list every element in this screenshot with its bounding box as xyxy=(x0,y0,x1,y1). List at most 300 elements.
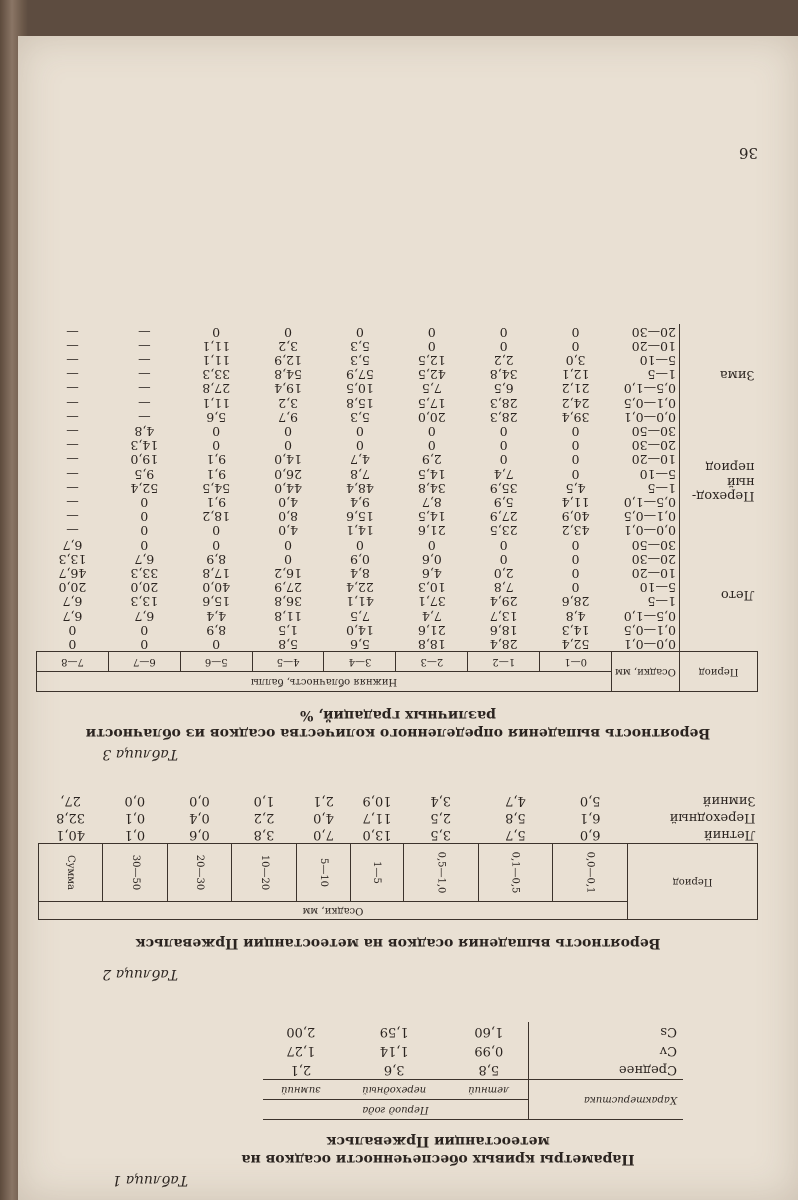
table3-cell: 0 xyxy=(427,423,436,439)
table3-cell: 19,0 xyxy=(130,452,159,468)
table3-row xyxy=(37,552,758,566)
table3-cell: 8,9 xyxy=(206,622,227,638)
table2-cell: 13,0 xyxy=(362,827,392,842)
table3-cell: 0 xyxy=(284,551,293,567)
table3-row xyxy=(37,466,758,480)
table2-cell: 0,1 xyxy=(124,810,146,825)
table3-cell: 0 xyxy=(355,423,364,439)
table3-cell: 5,3 xyxy=(350,409,370,425)
table3-cell: 46,7 xyxy=(58,565,87,581)
table3-cell: 12,1 xyxy=(561,367,590,383)
table3-cell: 33,3 xyxy=(202,367,231,383)
table3-cell: 6,7 xyxy=(62,608,83,624)
table3-row xyxy=(37,410,758,424)
table2-caption: Таблица 2 xyxy=(102,966,178,982)
table3-cell: 9,4 xyxy=(350,494,370,510)
table3-row xyxy=(37,367,758,381)
table3-gradation: 0,0—0,1 xyxy=(623,637,676,652)
table3-cell: 11,8 xyxy=(274,608,302,624)
table3-cell: 6,7 xyxy=(62,537,83,553)
table1-title: Параметры кривых обеспеченности осадков на метеостанции Пржевальск xyxy=(241,1133,635,1167)
table3-cell: — xyxy=(66,338,79,354)
table3-cell: 0 xyxy=(140,494,149,510)
table3-cell: 17,5 xyxy=(417,395,446,411)
table2-cell: 11,7 xyxy=(362,810,392,825)
table3-cell: 19,4 xyxy=(274,381,302,397)
table1-body xyxy=(263,1022,683,1080)
table3-gradation: 10—20 xyxy=(631,565,676,581)
table3-cell: 27,9 xyxy=(489,509,518,525)
table3-row xyxy=(37,637,758,652)
table1-row xyxy=(263,1022,683,1041)
table2-column-header xyxy=(351,844,404,902)
table3-cell: 21,6 xyxy=(417,622,446,638)
table2-column-header xyxy=(478,844,553,902)
table3-cell: 0 xyxy=(499,452,508,468)
table3-cell: 0 xyxy=(140,509,149,525)
table3-gradation: 30—50 xyxy=(631,423,676,439)
table1-cell: 0,99 xyxy=(474,1043,504,1058)
table2-column-header xyxy=(296,844,350,902)
table3-cell: 7,4 xyxy=(493,466,514,482)
table2-column-header xyxy=(403,844,478,902)
table3-cell: 0 xyxy=(571,537,580,553)
table3-cell: 21,2 xyxy=(561,381,590,397)
table3 xyxy=(36,324,758,692)
table1-row xyxy=(263,1041,683,1060)
table2-column-label: 0,5—1,0 xyxy=(435,851,447,894)
table1-row xyxy=(263,1060,683,1080)
table3-cell: 0 xyxy=(284,324,293,340)
table2-cell: 1,0 xyxy=(253,793,275,808)
table3-cell: 9,7 xyxy=(278,409,299,425)
table1-col-characteristic: Характеристика xyxy=(528,1080,683,1120)
table3-row xyxy=(37,438,758,452)
table2-cell: 5,0 xyxy=(579,793,601,808)
table1-cell: 2,00 xyxy=(286,1024,316,1039)
table3-row xyxy=(37,452,758,466)
table2-column-header xyxy=(39,844,103,902)
table3-cell: 0 xyxy=(427,438,436,454)
table3-cell: 54,8 xyxy=(274,367,302,383)
table3-cell: 0 xyxy=(571,466,580,482)
table2-column-label: 0,1—0,5 xyxy=(509,851,521,894)
table3-cell: 4,4 xyxy=(206,608,227,624)
table3-cell: 0 xyxy=(140,537,149,553)
table3-cell: 24,2 xyxy=(561,395,590,411)
table3-cloud-header: 2—3 xyxy=(396,652,468,672)
table3-cell: 4,0 xyxy=(278,494,299,510)
table2-column-header xyxy=(103,844,168,902)
table3-cell: — xyxy=(66,480,79,496)
table3-gradation: 0,1—0,5 xyxy=(623,395,676,411)
table2-body xyxy=(39,792,758,844)
table3-cell: 0 xyxy=(571,551,580,567)
table3-cell: — xyxy=(66,523,79,539)
table1-cell: 3,6 xyxy=(383,1062,405,1077)
table2-column-label: 20—30 xyxy=(193,854,205,891)
table1 xyxy=(263,1022,683,1120)
table2-cell: 4,7 xyxy=(505,793,526,808)
table3-cell: 9,5 xyxy=(134,466,155,482)
table3-cell: 2,0 xyxy=(493,565,514,581)
table2-title: Вероятность выпадения осадков на метеостанции Пржевальск xyxy=(135,935,661,951)
table3-row xyxy=(37,537,758,551)
table3-cell: 0 xyxy=(571,438,580,454)
table3-row xyxy=(37,424,758,438)
table3-cell: 39,4 xyxy=(561,409,590,425)
table3-cell: — xyxy=(138,367,151,383)
table2-cell: 4,0 xyxy=(313,810,334,825)
table3-cell: 0 xyxy=(499,551,508,567)
table2-cell: 2,2 xyxy=(253,810,275,825)
table3-cell: 42,5 xyxy=(417,367,446,383)
table3-cell: 23,5 xyxy=(489,523,518,539)
table3-cell: — xyxy=(138,409,151,425)
table3-cell: 0 xyxy=(499,324,508,340)
table3-cell: 28,4 xyxy=(489,637,518,652)
table3-cell: 12,9 xyxy=(274,352,302,368)
table3-cell: 48,4 xyxy=(346,480,374,496)
table3-cell: 5,3 xyxy=(350,352,370,368)
table3-cell: 0 xyxy=(427,324,436,340)
table3-cell: 4,8 xyxy=(565,608,586,624)
table2-cell: 10,9 xyxy=(362,793,392,808)
table3-cell: 7,4 xyxy=(421,608,442,624)
table3-cell: — xyxy=(138,338,151,354)
table2-cell: 3,5 xyxy=(430,827,452,842)
table3-cell: 0 xyxy=(140,523,149,539)
table3-cell: — xyxy=(66,324,79,340)
table3-cell: 54,5 xyxy=(202,480,231,496)
table3-cell: 0 xyxy=(140,622,149,638)
table3-cloud-header: 3—4 xyxy=(324,652,396,672)
table3-gradation: 0,5—1,0 xyxy=(623,608,676,624)
table3-cell: 26,0 xyxy=(274,466,302,482)
table3-cell: 28,3 xyxy=(489,395,518,411)
table3-cell: 5,6 xyxy=(350,637,370,652)
table2-col-period: Период xyxy=(628,844,758,920)
table3-gradation: 5—10 xyxy=(639,466,676,482)
table3-cell: 0 xyxy=(571,452,580,468)
table3-cell: 41,1 xyxy=(346,594,374,610)
table3-cell: 8,9 xyxy=(206,551,227,567)
table3-body xyxy=(37,324,758,651)
table3-period-label: Переход-ный период xyxy=(680,424,758,538)
table2-cell: 6,0 xyxy=(579,827,601,842)
table3-cell: 4,7 xyxy=(350,452,370,468)
table3-cell: 11,1 xyxy=(202,395,231,411)
table3-cell: 2,9 xyxy=(421,452,442,468)
table3-cell: 12,5 xyxy=(417,352,446,368)
table3-cell: — xyxy=(66,423,79,439)
table1-period-header: зимний xyxy=(263,1080,339,1100)
table3-cell: — xyxy=(138,352,151,368)
table3-gradation: 30—50 xyxy=(631,537,676,553)
table3-cell: 0 xyxy=(571,565,580,581)
table3-gradation: 0,5—1,0 xyxy=(623,494,676,510)
table3-cell: 7,8 xyxy=(350,466,370,482)
table2-column-label: 0,0—0,1 xyxy=(584,851,596,894)
table3-cell: 0 xyxy=(571,338,580,354)
table3-cell: — xyxy=(66,395,79,411)
table3-cloud-header: 6—7 xyxy=(108,652,180,672)
table3-cell: 34,8 xyxy=(417,480,446,496)
table3-cell: 11,1 xyxy=(202,338,231,354)
table3-cell: 0 xyxy=(212,637,221,652)
table2-row xyxy=(39,792,758,809)
table3-cell: 0 xyxy=(284,438,293,454)
table3-cell: 0 xyxy=(284,537,293,553)
table3-cell: 20,0 xyxy=(417,409,446,425)
table3-cell: — xyxy=(138,324,151,340)
table3-cell: 13,7 xyxy=(489,608,518,624)
table3-cell: 43,2 xyxy=(561,523,590,539)
table1-cell: 1,59 xyxy=(379,1024,409,1039)
table3-cell: 27,9 xyxy=(274,580,302,596)
table3-cell: 6,7 xyxy=(134,551,155,567)
table3-gradation: 0,5—1,0 xyxy=(623,381,676,397)
table3-cell: — xyxy=(66,352,79,368)
table3-cell: 8,0 xyxy=(278,509,299,525)
table2-column-header xyxy=(167,844,232,902)
table1-row-label: Cs xyxy=(528,1022,683,1041)
table3-cell: 0 xyxy=(212,537,221,553)
table3-cell: 3,2 xyxy=(278,338,299,354)
table3-cell: 28,3 xyxy=(489,409,518,425)
table3-caption: Таблица 3 xyxy=(102,746,178,762)
table3-cell: 14,3 xyxy=(130,438,159,454)
table2-cell: 0,0 xyxy=(124,793,146,808)
table3-cell: 20,0 xyxy=(130,580,159,596)
table3-cell: — xyxy=(138,395,151,411)
table3-cell: 11,1 xyxy=(202,352,231,368)
table3-cell: 0 xyxy=(571,423,580,439)
table3-row xyxy=(37,594,758,608)
table3-cell: 2,2 xyxy=(493,352,514,368)
table1-row-label: Среднее xyxy=(528,1060,683,1080)
table2-cell: 0,4 xyxy=(189,810,210,825)
table3-cell: — xyxy=(66,509,79,525)
table2-cell: 27, xyxy=(60,793,81,808)
table3-cell: 6,5 xyxy=(493,381,514,397)
table3-cell: 14,0 xyxy=(346,622,374,638)
table3-cell: 0 xyxy=(355,537,364,553)
table3-gradation: 10—20 xyxy=(631,452,676,468)
table2-column-label: 5—10 xyxy=(317,857,329,888)
table3-cell: 37,1 xyxy=(417,594,446,610)
table3-cell: 4,5 xyxy=(565,480,586,496)
table3-cell: 4,0 xyxy=(278,523,299,539)
table2-cell: 40,1 xyxy=(56,827,85,842)
table2-cell: 0,6 xyxy=(189,827,210,842)
table3-cell: 9,1 xyxy=(206,452,227,468)
table3-cell: 14,5 xyxy=(417,509,446,525)
table3-row xyxy=(37,353,758,367)
table3-cell: 14,5 xyxy=(417,466,446,482)
table3-cell: — xyxy=(66,381,79,397)
table3-cell: 0 xyxy=(499,537,508,553)
table3-cell: 0 xyxy=(499,338,508,354)
table2-column-label: 1—5 xyxy=(371,861,383,884)
table2-cell: 5,8 xyxy=(505,810,526,825)
table3-cell: 40,0 xyxy=(202,580,231,596)
table3-cell: — xyxy=(66,452,79,468)
table3-cell: 0 xyxy=(427,338,436,354)
table3-gradation: 1—5 xyxy=(647,480,676,496)
table3-cell: 34,8 xyxy=(489,367,518,383)
table3-cell: 44,0 xyxy=(274,480,302,496)
table3-col-precip: Осадки, мм xyxy=(612,652,680,692)
table2-column-label: Сумма xyxy=(65,854,77,891)
table3-cloud-header: 0—1 xyxy=(540,652,612,672)
table3-cell: 7,5 xyxy=(350,608,370,624)
table3-cell: 16,2 xyxy=(274,565,302,581)
table3-row xyxy=(37,339,758,353)
table3-cell: 14,1 xyxy=(346,523,374,539)
table3-cell: 0 xyxy=(355,324,364,340)
table3-cell: 7,5 xyxy=(421,381,442,397)
table3-cell: 1,5 xyxy=(278,622,299,638)
table3-cell: — xyxy=(66,367,79,383)
table3-gradation: 0,1—0,5 xyxy=(623,509,676,525)
table3-cell: 18,8 xyxy=(417,637,446,652)
table3-cell: 5,8 xyxy=(278,637,299,652)
table3-col-period: Период xyxy=(680,652,758,692)
table3-cell: 0 xyxy=(499,423,508,439)
table3-row xyxy=(37,523,758,537)
table3-cell: 20,0 xyxy=(58,580,87,596)
table3-cell: 27,8 xyxy=(202,381,231,397)
table3-cell: 52,4 xyxy=(130,480,159,496)
table2-cell: 7,0 xyxy=(313,827,334,842)
table3-cell: 15,8 xyxy=(346,395,374,411)
table3-cell: 0 xyxy=(68,637,77,652)
table3-cell: 52,4 xyxy=(561,637,590,652)
table3-cell: 4,6 xyxy=(421,565,442,581)
table3-row xyxy=(37,381,758,395)
table3-cell: 0 xyxy=(284,423,293,439)
table3-cell: 57,9 xyxy=(346,367,374,383)
table3-cloud-header: 5—6 xyxy=(180,652,252,672)
table3-cell: — xyxy=(138,381,151,397)
table3-cell: 35,9 xyxy=(489,480,518,496)
table3-cell: 0,6 xyxy=(421,551,442,567)
table3-row xyxy=(37,580,758,594)
table2-row-label: Зимний xyxy=(702,793,756,808)
table2 xyxy=(38,792,758,920)
table3-cell: 6,7 xyxy=(62,594,83,610)
table3-cell: — xyxy=(66,438,79,454)
table3-gradation: 20—30 xyxy=(631,438,676,454)
table3-cell: 0 xyxy=(140,637,149,652)
table3-cell: 10,5 xyxy=(346,381,374,397)
table3-cell: 11,4 xyxy=(561,494,590,510)
table3-cell: 9,1 xyxy=(206,466,227,482)
table1-cell: 5,8 xyxy=(478,1062,500,1077)
table3-cell: 18,2 xyxy=(202,509,231,525)
table3-col-cloud: Нижняя облачность, баллы xyxy=(37,672,612,692)
book-page xyxy=(18,36,798,1200)
table2-row xyxy=(39,826,758,844)
table3-cell: — xyxy=(66,466,79,482)
table3-cell: 5,9 xyxy=(493,494,514,510)
table1-row-label: Cv xyxy=(528,1041,683,1060)
table3-cell: 3,2 xyxy=(278,395,299,411)
table3-cell: 0 xyxy=(355,438,364,454)
page-number: 36 xyxy=(738,144,758,162)
table3-row xyxy=(37,495,758,509)
table2-cell: 0,1 xyxy=(124,827,146,842)
table2-cell: 0,0 xyxy=(189,793,210,808)
table3-gradation: 1—5 xyxy=(647,594,676,610)
table3-cell: 14,3 xyxy=(561,622,590,638)
table3-cell: 0,9 xyxy=(350,551,370,567)
table3-gradation: 5—10 xyxy=(639,352,676,368)
table3-cloud-header: 7—8 xyxy=(37,652,109,672)
table3-period-label: Зима xyxy=(680,324,758,423)
table2-column-header xyxy=(232,844,297,902)
table3-period-label: Лето xyxy=(680,537,758,651)
table3-cell: 10,3 xyxy=(417,580,446,596)
table3-cell: 0 xyxy=(212,324,221,340)
table3-cell: 5,6 xyxy=(206,409,227,425)
table3-cell: — xyxy=(66,494,79,510)
table2-cell: 3,8 xyxy=(253,827,275,842)
table2-cell: 32,8 xyxy=(56,810,85,825)
table3-cell: 9,1 xyxy=(206,494,227,510)
table2-row xyxy=(39,809,758,826)
table3-row xyxy=(37,566,758,580)
table1-cell: 1,14 xyxy=(379,1043,409,1058)
table3-row xyxy=(37,395,758,409)
table1-period-header: летний xyxy=(450,1080,529,1100)
table1-caption: Таблица 1 xyxy=(112,1172,188,1188)
table3-cell: 5,3 xyxy=(350,338,370,354)
table3-cell: 8,4 xyxy=(350,565,370,581)
table3-gradation: 20—30 xyxy=(631,551,676,567)
table1-cell: 2,1 xyxy=(290,1062,312,1077)
table3-cell: 15,6 xyxy=(202,594,231,610)
table3-row xyxy=(37,509,758,523)
table2-cell: 2,5 xyxy=(430,810,452,825)
table3-cell: 6,7 xyxy=(134,608,155,624)
table3-cloud-header: 1—2 xyxy=(468,652,540,672)
table3-cell: 17,8 xyxy=(202,565,231,581)
table3-cell: 29,4 xyxy=(489,594,518,610)
table3-cell: 18,6 xyxy=(489,622,518,638)
table3-title: Вероятность выпадения определенного количества осадков из облачности различных градаций, % xyxy=(85,707,711,741)
table3-gradation: 0,0—0,1 xyxy=(623,409,676,425)
table3-cell: 40,9 xyxy=(561,509,590,525)
table3-cell: 36,8 xyxy=(274,594,302,610)
table3-cell: 0 xyxy=(427,537,436,553)
table1-period-header: переходный xyxy=(339,1080,450,1100)
table3-cell: 0 xyxy=(212,438,221,454)
table3-row xyxy=(37,608,758,622)
table3-cell: 0 xyxy=(68,622,77,638)
table2-column-label: 10—20 xyxy=(258,854,270,891)
table1-cell: 1,27 xyxy=(286,1043,316,1058)
table3-cell: 0 xyxy=(212,523,221,539)
table1-cell: 1,60 xyxy=(474,1024,504,1039)
table3-cell: 0 xyxy=(571,580,580,596)
table3-gradation: 5—10 xyxy=(639,580,676,596)
table3-gradation: 10—20 xyxy=(631,338,676,354)
table3-cell: 33,3 xyxy=(130,565,159,581)
table2-row-label: Переходный xyxy=(669,810,756,825)
table2-row-label: Летний xyxy=(703,827,756,842)
